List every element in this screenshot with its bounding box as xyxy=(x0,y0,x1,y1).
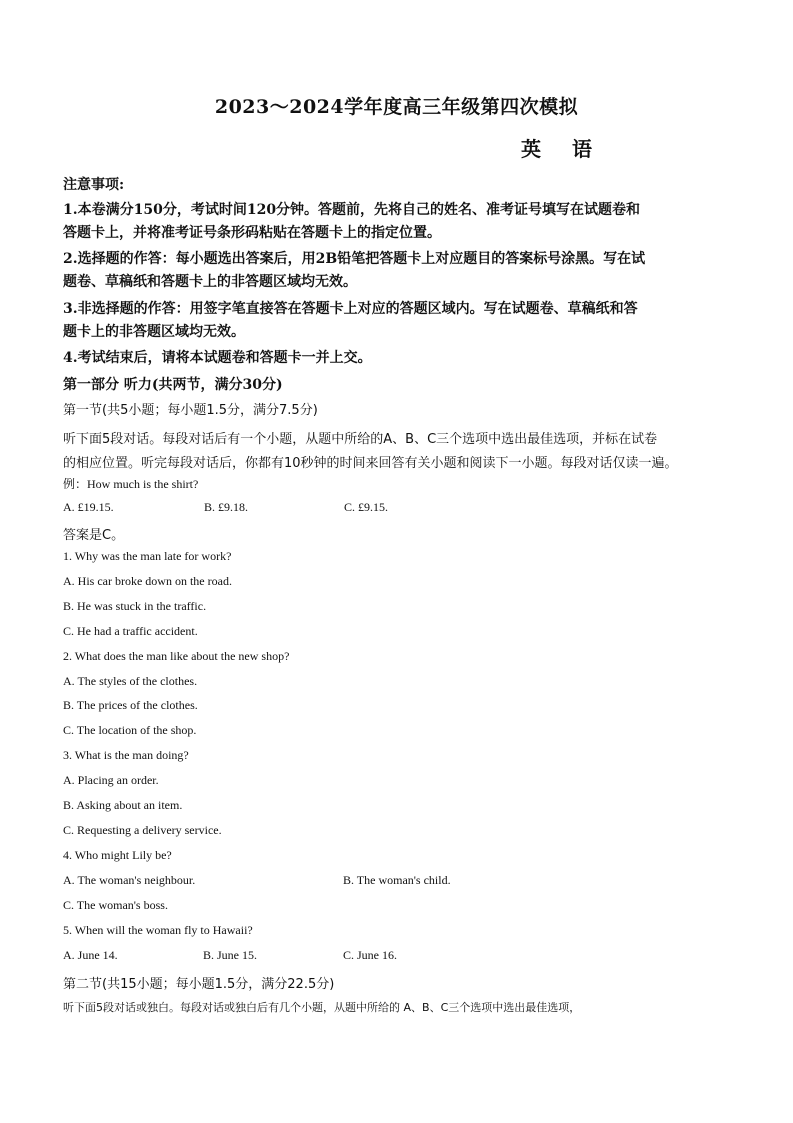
exam-title: 2023～2024学年度高三年级第四次模拟 xyxy=(214,96,579,118)
note-1-line-1: 1.本卷满分150分，考试时间120分钟。答题前，先将自己的姓名、准考证号填写在试题卷和 xyxy=(63,202,641,218)
instruction-line-2: 的相应位置。听完每段对话后，你都有10秒钟的时间来回答有关小题和阅读下一小题。每段对话仅读一遍。 xyxy=(63,456,678,471)
example-answer: 答案是C。 xyxy=(63,528,125,543)
note-2-line-1: 2.选择题的作答：每小题选出答案后，用2B铅笔把答题卡上对应题目的答案标号涂黑。写在试 xyxy=(63,251,646,267)
example-option-b: B. £9.18. xyxy=(204,500,249,514)
q4-option-c: C. The woman's boss. xyxy=(63,898,168,912)
q1-option-a: A. His car broke down on the road. xyxy=(63,574,232,588)
q2-stem: 2. What does the man like about the new shop? xyxy=(63,649,290,663)
q5-option-b: B. June 15. xyxy=(203,948,257,962)
q1-option-b: B. He was stuck in the traffic. xyxy=(63,599,207,613)
q2-option-c: C. The location of the shop. xyxy=(63,723,197,737)
section2-instruction: 听下面5段对话或独白。每段对话或独白后有几个小题，从题中所给的 A、B、C三个选项中选出最佳选项， xyxy=(63,1001,581,1014)
q3-option-b: B. Asking about an item. xyxy=(63,798,183,812)
subject-title: 英 语 xyxy=(521,137,604,161)
q5-option-a: A. June 14. xyxy=(63,948,118,962)
note-3-line-2: 题卡上的非答题区域均无效。 xyxy=(63,324,245,340)
instruction-line-1: 听下面5段对话。每段对话后有一个小题，从题中所给的A、B、C三个选项中选出最佳选项，并标在试卷 xyxy=(63,432,658,447)
notes-heading: 注意事项: xyxy=(63,177,125,193)
note-1-line-2: 答题卡上，并将准考证号条形码粘贴在答题卡上的指定位置。 xyxy=(63,225,441,241)
section2-heading: 第二节(共15小题；每小题1.5分，满分22.5分) xyxy=(63,977,335,992)
q1-option-c: C. He had a traffic accident. xyxy=(63,624,198,638)
note-4-line-1: 4.考试结束后，请将本试题卷和答题卡一并上交。 xyxy=(63,350,372,366)
q3-option-c: C. Requesting a delivery service. xyxy=(63,823,222,837)
section1-heading: 第一节(共5小题；每小题1.5分，满分7.5分) xyxy=(63,403,318,418)
q4-option-b: B. The woman's child. xyxy=(343,873,451,887)
q5-option-c: C. June 16. xyxy=(343,948,397,962)
note-2-line-2: 题卷、草稿纸和答题卡上的非答题区域均无效。 xyxy=(63,274,357,290)
q2-option-b: B. The prices of the clothes. xyxy=(63,698,198,712)
q1-stem: 1. Why was the man late for work? xyxy=(63,549,232,563)
q3-stem: 3. What is the man doing? xyxy=(63,748,189,762)
q5-stem: 5. When will the woman fly to Hawaii? xyxy=(63,923,253,937)
note-3-line-1: 3.非选择题的作答：用签字笔直接答在答题卡上对应的答题区域内。写在试题卷、草稿纸和答 xyxy=(63,301,638,317)
part1-heading: 第一部分 听力(共两节，满分30分) xyxy=(63,377,283,393)
q2-option-a: A. The styles of the clothes. xyxy=(63,674,198,688)
example-option-c: C. £9.15. xyxy=(344,500,389,514)
example-option-a: A. £19.15. xyxy=(63,500,114,514)
q4-option-a: A. The woman's neighbour. xyxy=(63,873,196,887)
q3-option-a: A. Placing an order. xyxy=(63,773,159,787)
example-question: 例：How much is the shirt? xyxy=(63,477,199,491)
q4-stem: 4. Who might Lily be? xyxy=(63,848,172,862)
